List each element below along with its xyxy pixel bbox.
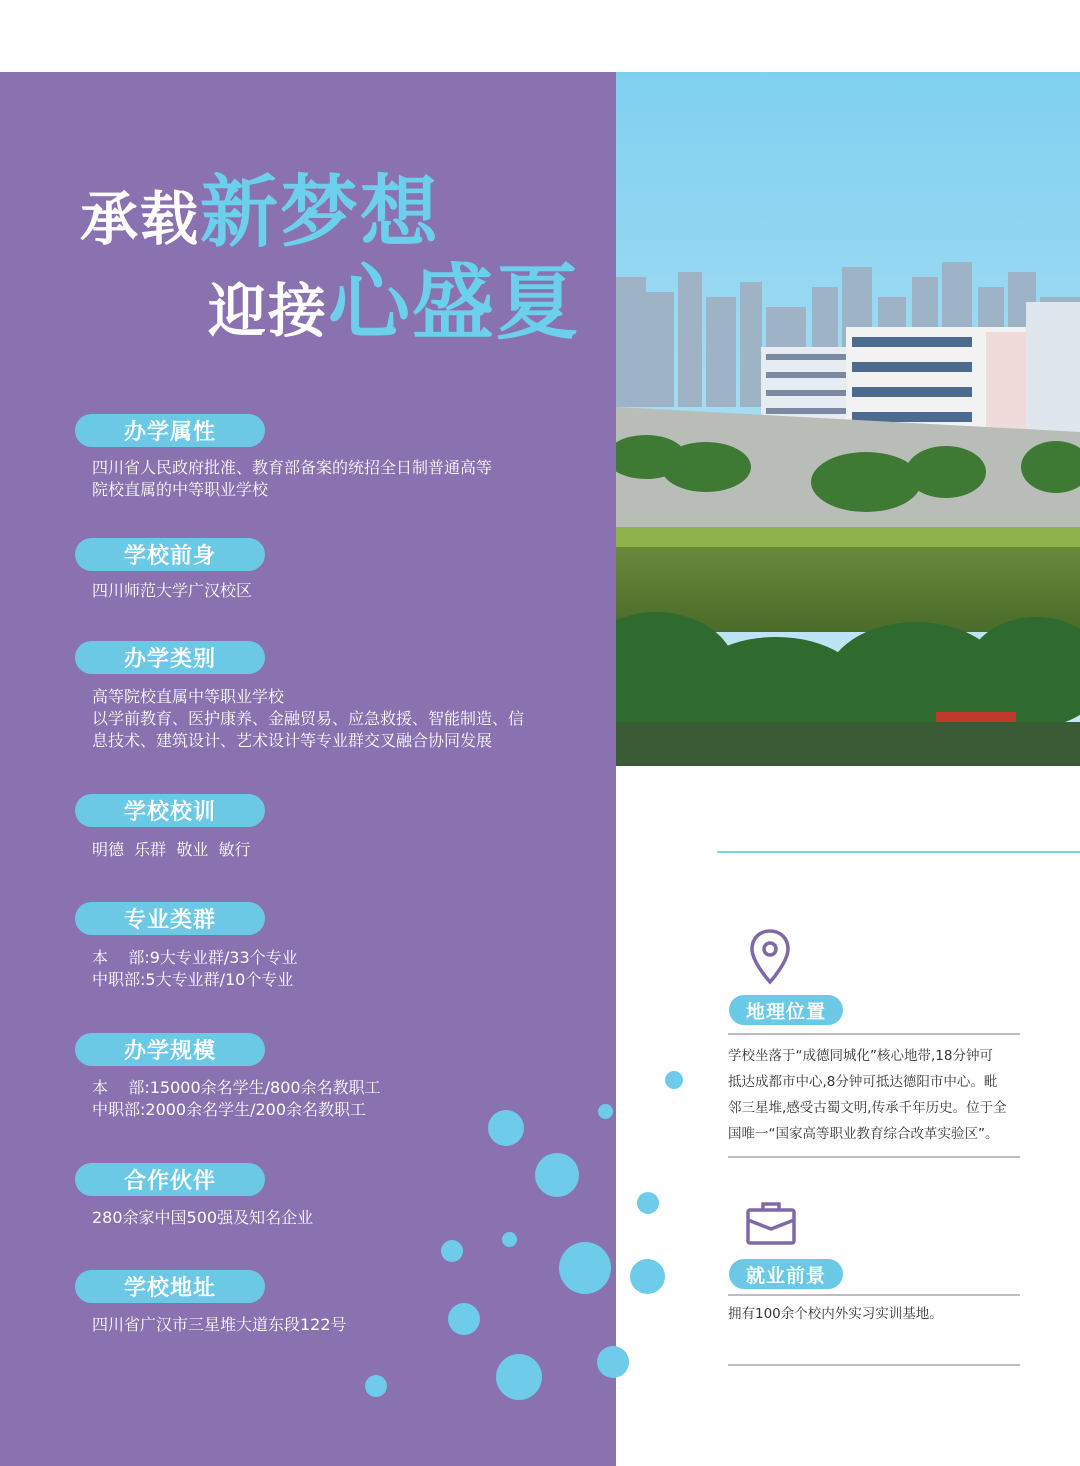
campus-photo-illustration — [616, 72, 1080, 766]
section-title-majors: 专业类群 — [75, 902, 265, 935]
decorative-bubble — [630, 1259, 665, 1294]
decorative-bubble — [535, 1153, 579, 1197]
section-text-motto — [92, 839, 562, 861]
text-line: 学校坐落于“成德同城化”核心地带,18分钟可 — [728, 1048, 993, 1064]
headline-line-2-white: 迎接 — [208, 277, 329, 345]
decorative-bubble — [441, 1240, 463, 1262]
section-title-school-attribute: 办学属性 — [75, 414, 265, 447]
location-pin-icon — [748, 928, 792, 986]
decorative-bubble — [559, 1242, 611, 1294]
text-line: 息技术、建筑设计、艺术设计等专业群交叉融合协同发展 — [92, 731, 493, 750]
location-title: 地理位置 — [729, 995, 843, 1025]
decorative-bubble — [597, 1346, 629, 1378]
decorative-bubble — [502, 1232, 517, 1247]
headline-line-1-blue: 新梦想 — [200, 168, 441, 258]
section-title-category: 办学类别 — [75, 641, 265, 674]
text-line: 高等院校直属中等职业学校 — [92, 687, 285, 706]
decorative-bubble — [448, 1303, 480, 1335]
briefcase-icon — [745, 1200, 797, 1246]
decorative-bubble — [488, 1110, 524, 1146]
location-text — [728, 1043, 1028, 1147]
decorative-bubble — [365, 1375, 387, 1397]
section-title-partners: 合作伙伴 — [75, 1163, 265, 1196]
text-line: 国唯一“国家高等职业教育综合改革实验区”。 — [728, 1126, 999, 1142]
employment-title: 就业前景 — [729, 1259, 843, 1289]
text-line: 四川省广汉市三星堆大道东段122号 — [92, 1315, 347, 1334]
text-line: 邻三星堆,感受古蜀文明,传承千年历史。位于全 — [728, 1100, 1007, 1116]
campus-photo — [616, 72, 1080, 766]
text-line: 抵达成都市中心,8分钟可抵达德阳市中心。毗 — [728, 1074, 998, 1090]
text-line: 明德 乐群 敬业 敏行 — [92, 840, 251, 859]
section-text-address — [92, 1314, 562, 1336]
decorative-bubble — [665, 1071, 683, 1089]
section-title-address: 学校地址 — [75, 1270, 265, 1303]
text-line: 以学前教育、医护康养、金融贸易、应急救援、智能制造、信 — [92, 709, 525, 728]
headline-line-1-white: 承载 — [80, 185, 201, 253]
text-line: 拥有100余个校内外实习实训基地。 — [728, 1306, 943, 1322]
section-text-school-attribute — [92, 457, 562, 501]
text-line: 中职部:5大专业群/10个专业 — [92, 970, 294, 989]
text-line: 院校直属的中等职业学校 — [92, 480, 269, 499]
section-text-majors — [92, 947, 562, 991]
section-title-motto: 学校校训 — [75, 794, 265, 827]
text-line: 本 部:9大专业群/33个专业 — [92, 948, 298, 967]
divider-line — [728, 1364, 1020, 1366]
decorative-bubble — [637, 1192, 659, 1214]
section-text-partners — [92, 1207, 562, 1229]
section-text-category — [92, 686, 562, 752]
headline-line-2-blue: 心盛夏 — [328, 256, 581, 351]
decorative-bubble — [496, 1354, 542, 1400]
divider-line — [728, 1156, 1020, 1158]
text-line: 本 部:15000余名学生/800余名教职工 — [92, 1078, 381, 1097]
text-line: 中职部:2000余名学生/200余名教职工 — [92, 1100, 367, 1119]
text-line: 四川省人民政府批准、教育部备案的统招全日制普通高等 — [92, 458, 493, 477]
divider-line — [728, 1033, 1020, 1035]
section-title-scale: 办学规模 — [75, 1033, 265, 1066]
decorative-bubble — [598, 1104, 613, 1119]
divider-line — [717, 851, 1080, 853]
section-title-predecessor: 学校前身 — [75, 538, 265, 571]
text-line: 280余家中国500强及知名企业 — [92, 1208, 314, 1227]
text-line: 四川师范大学广汉校区 — [92, 581, 253, 600]
section-text-predecessor — [92, 580, 562, 602]
section-text-scale — [92, 1077, 562, 1121]
employment-text — [728, 1301, 1028, 1327]
divider-line — [728, 1294, 1020, 1296]
headline-line-2 — [208, 238, 580, 355]
